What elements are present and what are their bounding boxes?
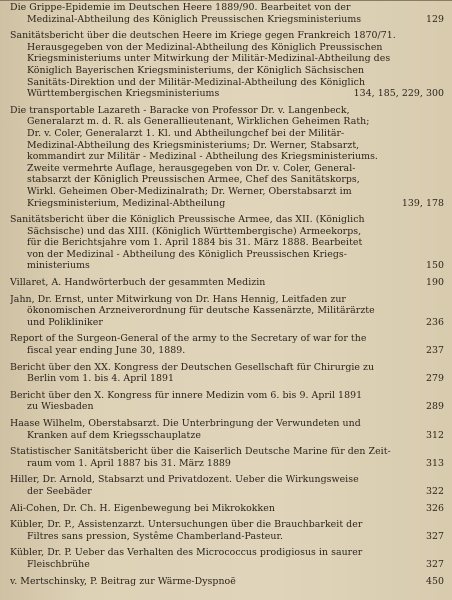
entry-title-line [10,418,444,430]
entry-continuation-line [10,260,444,272]
entry-text: Die Grippe-Epidemie im Deutschen Heere 1889/90. Bearbeitet von der [10,2,351,13]
entry-text: Fleischbrühe [27,558,90,570]
entry-continuation-line [10,345,444,357]
entry-title-line [10,294,444,306]
entry-continuation-line [10,174,444,186]
entry-continuation-line [10,14,444,26]
bibliography-entry [10,576,444,588]
page-reference: 322 [425,485,444,497]
entry-text: Sanitätsbericht über die Königlich Preussische Armee, das XII. (Königlich [10,214,365,226]
entry-continuation-line [10,42,444,54]
entry-text: von der Medizinal - Abtheilung des Königlich Preussischen Kriegs- [27,248,347,260]
entry-title-line [10,474,444,486]
entry-text: v. Mertschinsky, P. Beitrag zur Wärme-Dyspnoë [10,575,236,587]
entry-text: Sanitäts-Direktion und der Militär-Medizinal-Abtheilung des Königlich [27,76,366,88]
entry-text: Sächsische) und das XIII. (Königlich Württembergische) Armeekorps, [27,225,362,237]
entry-continuation-line [10,151,444,163]
entry-text: der Seebäder [27,485,92,497]
entry-continuation-line [10,88,444,100]
bibliography-entry [10,474,444,497]
page-reference: 327 [425,530,444,542]
entry-continuation-line [10,186,444,198]
bibliography-entry [10,277,444,289]
bibliography-entry [10,105,444,209]
entry-text: kommandirt zur Militär - Medizinal - Abtheilung des Kriegsministeriums. [27,151,378,163]
entry-text: Königlich Bayerischen Kriegsministeriums, der Königlich Sächsischen [27,64,365,76]
entry-text: stabsarzt der Königlich Preussischen Armee, Chef des Sanitätskorps, [27,174,360,186]
entry-text: Hiller, Dr. Arnold, Stabsarzt und Privatdozent. Ueber die Wirkungsweise [10,474,359,486]
page-reference: 237 [425,345,444,357]
page-reference: 279 [425,373,444,385]
bibliography-entry [10,519,444,542]
page-reference: 450 [425,575,444,587]
entry-continuation-line [10,226,444,238]
entry-text: Bericht über den XX. Kongress der Deutschen Gesellschaft für Chirurgie zu [10,361,375,373]
entry-continuation-line [10,65,444,77]
page-reference: 236 [425,316,444,328]
top-rule [0,0,452,1]
entry-text: Haase Wilhelm, Oberstabsarzt. Die Unterbringung der Verwundeten und [10,418,361,429]
entry-text: ökonomischen Arzneiverordnung für deutsche Kassenärzte, Militärärzte [27,305,375,317]
entry-title-line [10,214,444,226]
entry-title-line [10,277,444,289]
page-reference: 327 [425,558,444,570]
entry-text: raum vom 1. April 1887 bis 31. März 1889 [27,457,231,469]
entry-title-line [10,105,444,117]
entry-continuation-line [10,559,444,571]
entry-title-line [10,547,444,559]
page-reference: 289 [425,401,444,413]
entry-text: Medizinal-Abtheilung des Kriegsministeriums; Dr. Werner, Stabsarzt, [27,139,360,151]
entry-continuation-line [10,305,444,317]
entry-text: Statistischer Sanitätsbericht über die Kaiserlich Deutsche Marine für den Zeit- [10,446,391,458]
entry-text: Generalarzt m. d. R. als Generallieutenant, Wirklichen Geheimen Rath; [27,116,370,128]
entry-text: Sanitätsbericht über die deutschen Heere im Kriege gegen Frankreich 1870/71. [10,30,396,42]
entry-continuation-line [10,458,444,470]
entry-text: Wirkl. Geheimen Ober-Medizinalrath; Dr. Werner, Oberstabsarzt im [27,185,352,197]
entry-continuation-line [10,198,444,210]
entry-continuation-line [10,128,444,140]
bibliography-list [10,2,444,592]
page-reference: 190 [425,277,444,289]
bibliography-entry [10,390,444,413]
entry-title-line [10,333,444,345]
page-reference: 150 [425,260,444,272]
entry-continuation-line [10,317,444,329]
entry-text: Dr. v. Coler, Generalarzt 1. Kl. und Abtheilungchef bei der Militär- [27,127,345,139]
entry-text: Zweite vermehrte Auflage, herausgegeben von Dr. v. Coler, General- [27,162,356,174]
entry-text: Filtres sans pression, Systême Chamberland-Pasteur. [27,530,284,542]
entry-text: Herausgegeben von der Medizinal-Abtheilung des Königlich Preussischen [27,41,383,53]
bibliography-entry [10,294,444,329]
entry-text: Ali-Cohen, Dr. Ch. H. Eigenbewegung bei Mikrokokken [10,502,275,514]
bibliography-entry [10,214,444,272]
bibliography-entry [10,30,444,100]
entry-continuation-line [10,237,444,249]
page-reference: 312 [425,429,444,441]
page-reference: 313 [425,457,444,469]
entry-title-line [10,446,444,458]
page-reference: 134, 185, 229, 300 [353,88,444,100]
entry-title-line [10,503,444,515]
entry-title-line [10,576,444,588]
page-reference: 326 [425,502,444,514]
bibliography-entry [10,446,444,469]
entry-text: Kriegsministeriums unter Mitwirkung der Militär-Medizinal-Abtheilung des [27,53,391,65]
entry-text: fiscal year ending June 30, 1889. [27,345,186,357]
entry-text: Württembergischen Kriegsministeriums [27,88,220,100]
entry-text: Medizinal-Abtheilung des Königlich Preussischen Kriegsministeriums [27,13,362,25]
bibliography-entry [10,418,444,441]
entry-text: Kriegsministerium, Medizinal-Abtheilung [27,197,226,209]
entry-text: Berlin vom 1. bis 4. April 1891 [27,373,175,385]
entry-title-line [10,519,444,531]
entry-text: für die Berichtsjahre vom 1. April 1884 bis 31. März 1888. Bearbeitet [27,237,363,249]
entry-title-line [10,362,444,374]
entry-text: Report of the Surgeon-General of the army to the Secretary of war for the [10,333,367,345]
entry-text: Kübler, Dr. P., Assistenzarzt. Untersuchungen über die Brauchbarkeit der [10,519,363,531]
entry-title-line [10,30,444,42]
entry-continuation-line [10,531,444,543]
entry-continuation-line [10,249,444,261]
entry-text: Kranken auf dem Kriegsschauplatze [27,429,201,441]
entry-text: Bericht über den X. Kongress für innere Medizin vom 6. bis 9. April 1891 [10,389,363,401]
entry-continuation-line [10,163,444,175]
entry-continuation-line [10,53,444,65]
page-reference: 129 [425,13,444,25]
entry-continuation-line [10,430,444,442]
bibliography-entry [10,503,444,515]
entry-text: Villaret, A. Handwörterbuch der gesammten Medizin [10,277,266,289]
entry-continuation-line [10,140,444,152]
entry-text: zu Wiesbaden [27,401,94,413]
entry-continuation-line [10,373,444,385]
bibliography-entry [10,362,444,385]
entry-text: Kübler, Dr. P. Ueber das Verhalten des Micrococcus prodigiosus in saurer [10,547,363,559]
bibliography-entry [10,547,444,570]
page-reference: 139, 178 [401,197,444,209]
entry-text: ministeriums [27,260,90,272]
entry-text: und Polikliniker [27,316,103,328]
bibliography-entry [10,333,444,356]
entry-title-line [10,390,444,402]
entry-title-line [10,2,444,14]
bibliography-entry [10,2,444,25]
entry-continuation-line [10,77,444,89]
entry-continuation-line [10,486,444,498]
entry-continuation-line [10,116,444,128]
entry-text: Die transportable Lazareth - Baracke von Professor Dr. v. Langenbeck, [10,104,350,116]
entry-continuation-line [10,401,444,413]
entry-text: Jahn, Dr. Ernst, unter Mitwirkung von Dr. Hans Hennig, Leitfaden zur [10,293,346,305]
